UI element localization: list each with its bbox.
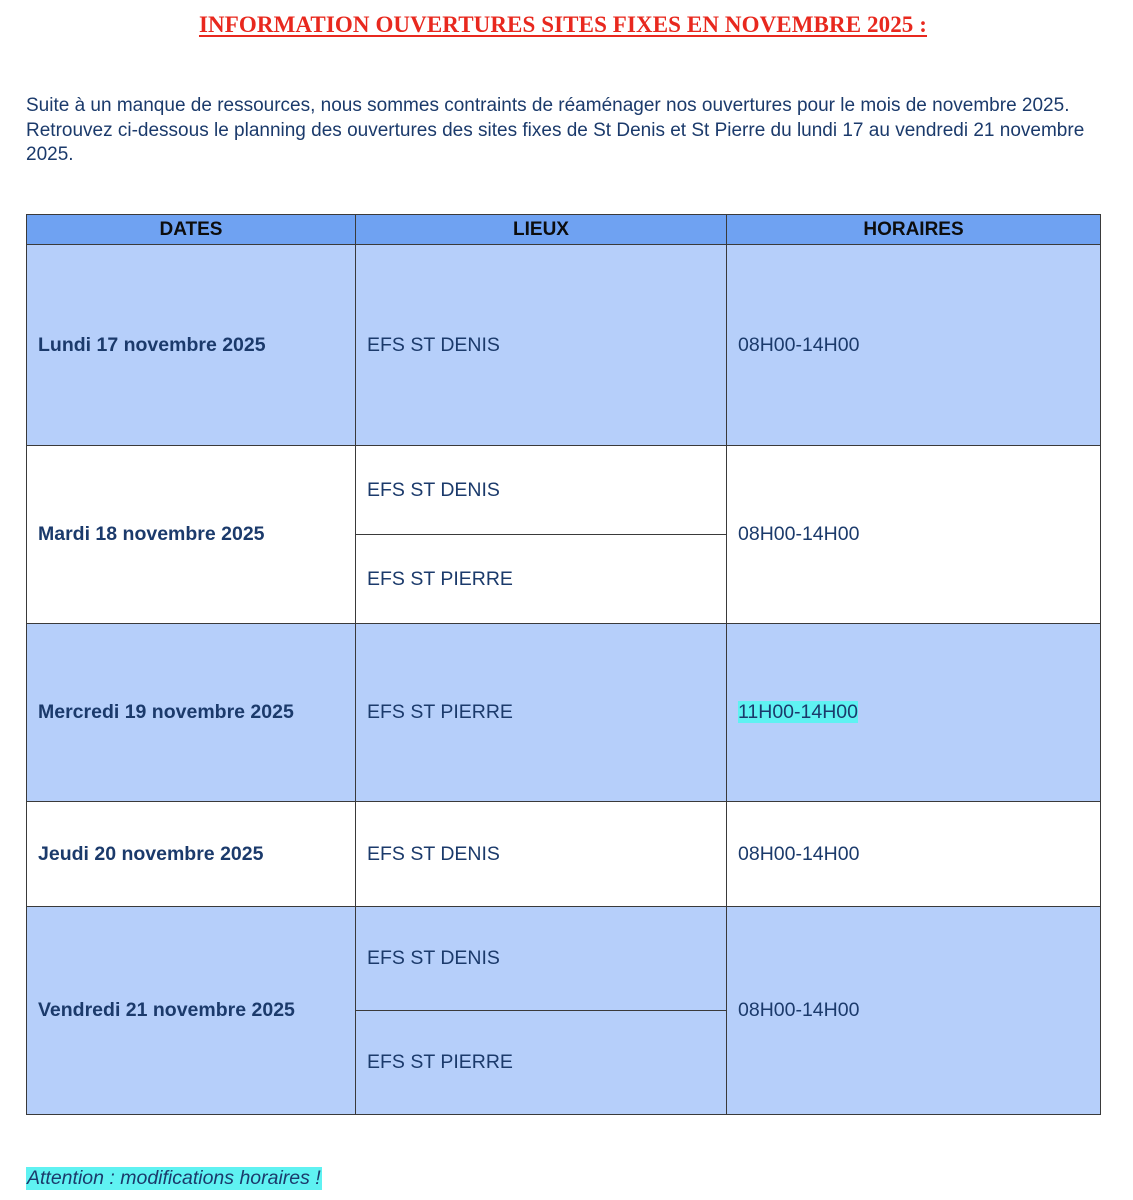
lieu-cell: EFS ST PIERRE: [356, 535, 727, 624]
opening-schedule-table: [26, 214, 1101, 1115]
horaire-cell: 08H00-14H00: [727, 907, 1101, 1115]
table-header-row: [27, 215, 1101, 245]
horaire-cell: 08H00-14H00: [727, 245, 1101, 446]
header-horaires: HORAIRES: [727, 215, 1101, 245]
lieu-cell: EFS ST DENIS: [356, 245, 727, 446]
table-row: [27, 245, 1101, 446]
lieu-cell: EFS ST PIERRE: [356, 1011, 727, 1115]
page-title: INFORMATION OUVERTURES SITES FIXES EN NOVEMBRE 2025 :: [198, 12, 928, 37]
horaire-cell: [727, 624, 1101, 802]
lieu-cell: EFS ST DENIS: [356, 446, 727, 535]
date-cell: Lundi 17 novembre 2025: [27, 245, 356, 446]
table-row: [27, 907, 1101, 1011]
attention-note: Attention : modifications horaires !: [27, 1167, 321, 1189]
date-cell: Mercredi 19 novembre 2025: [27, 624, 356, 802]
date-cell: Mardi 18 novembre 2025: [27, 446, 356, 624]
lieu-cell: EFS ST PIERRE: [356, 624, 727, 802]
lieu-cell: EFS ST DENIS: [356, 907, 727, 1011]
horaire-cell: 08H00-14H00: [727, 802, 1101, 907]
date-cell: Vendredi 21 novembre 2025: [27, 907, 356, 1115]
table-row: [27, 624, 1101, 802]
horaire-cell: 08H00-14H00: [727, 446, 1101, 624]
header-lieux: LIEUX: [356, 215, 727, 245]
table-row: [27, 446, 1101, 535]
lieu-cell: EFS ST DENIS: [356, 802, 727, 907]
date-cell: Jeudi 20 novembre 2025: [27, 802, 356, 907]
highlighted-horaire: 11H00-14H00: [738, 701, 858, 723]
header-dates: DATES: [27, 215, 356, 245]
intro-paragraph: Suite à un manque de ressources, nous sommes contraints de réaménager nos ouvertures pour le mois de novembre 2025. Retrouvez ci-dessous le planning des ouvertures des sites fixes de St Denis et St Pierre du lundi 17 au vendredi 21 novembre 2025.: [26, 95, 1085, 165]
table-row: [27, 802, 1101, 907]
